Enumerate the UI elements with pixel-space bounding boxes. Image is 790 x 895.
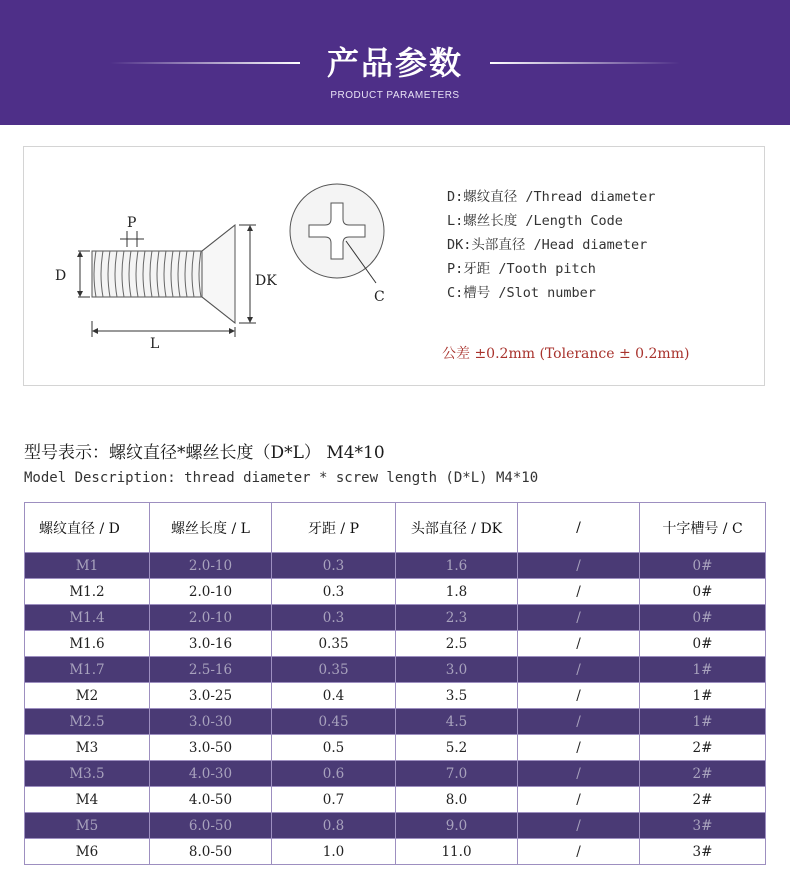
table-row (25, 709, 766, 735)
model-description-en: Model Description: thread diameter * screw length (D*L) M4*10 (24, 470, 539, 486)
table-cell: 2.5 (396, 631, 518, 657)
label-c: C (374, 289, 385, 305)
table-cell: 4.0-50 (150, 787, 272, 813)
page-subtitle: PRODUCT PARAMETERS (330, 90, 460, 101)
label-l: L (150, 336, 160, 352)
table-row (25, 579, 766, 605)
table-cell: 0.3 (272, 605, 396, 631)
table-cell: 0.7 (272, 787, 396, 813)
label-dk: DK (255, 273, 277, 289)
table-cell: 4.5 (396, 709, 518, 735)
table-cell: M5 (25, 813, 150, 839)
table-cell: 7.0 (396, 761, 518, 787)
table-row (25, 553, 766, 579)
col-header-slot-number: 十字槽号 / C (640, 503, 766, 553)
table-cell: 8.0 (396, 787, 518, 813)
tolerance-note: 公差 ±0.2mm (Tolerance ± 0.2mm) (442, 346, 690, 362)
table-cell: 4.0-30 (150, 761, 272, 787)
table-cell: M1 (25, 553, 150, 579)
table-row (25, 813, 766, 839)
table-cell: / (518, 579, 640, 605)
spec-table (24, 502, 766, 865)
col-header-screw-length: 螺丝长度 / L (150, 503, 272, 553)
table-cell: 2.0-10 (150, 553, 272, 579)
table-header-row (25, 503, 766, 553)
table-cell: 3.5 (396, 683, 518, 709)
table-cell: 0.5 (272, 735, 396, 761)
table-cell: 0.35 (272, 631, 396, 657)
table-cell: 3# (640, 839, 766, 865)
table-cell: / (518, 657, 640, 683)
table-cell: 0# (640, 553, 766, 579)
table-cell: / (518, 839, 640, 865)
header-banner (0, 0, 790, 125)
table-cell: M1.2 (25, 579, 150, 605)
table-row (25, 761, 766, 787)
table-cell: / (518, 553, 640, 579)
table-cell: 0.45 (272, 709, 396, 735)
table-cell: 1# (640, 683, 766, 709)
table-cell: / (518, 605, 640, 631)
table-cell: 11.0 (396, 839, 518, 865)
table-cell: / (518, 735, 640, 761)
label-p: P (127, 215, 137, 231)
table-cell: M1.4 (25, 605, 150, 631)
legend-item-p: P:牙距 /Tooth pitch (447, 261, 596, 277)
table-cell: 6.0-50 (150, 813, 272, 839)
table-cell: M3.5 (25, 761, 150, 787)
table-cell: 3# (640, 813, 766, 839)
table-row (25, 605, 766, 631)
table-cell: 2# (640, 787, 766, 813)
table-cell: 1.0 (272, 839, 396, 865)
length-dimension-icon (92, 321, 235, 337)
table-cell: / (518, 709, 640, 735)
legend-item-d: D:螺纹直径 /Thread diameter (447, 189, 656, 205)
table-row (25, 631, 766, 657)
screw-diagram-panel (23, 146, 765, 386)
table-cell: M2 (25, 683, 150, 709)
col-header-pitch: 牙距 / P (272, 503, 396, 553)
table-cell: 8.0-50 (150, 839, 272, 865)
legend-item-c: C:槽号 /Slot number (447, 285, 596, 301)
table-cell: 3.0-25 (150, 683, 272, 709)
table-cell: 0.4 (272, 683, 396, 709)
col-header-slash: / (518, 503, 640, 553)
col-header-thread-diameter: 螺纹直径 / D (25, 503, 150, 553)
table-row (25, 839, 766, 865)
table-cell: 0# (640, 631, 766, 657)
table-cell: 3.0-30 (150, 709, 272, 735)
table-cell: 1.6 (396, 553, 518, 579)
table-cell: M2.5 (25, 709, 150, 735)
table-cell: M1.7 (25, 657, 150, 683)
table-body (25, 553, 766, 865)
table-row (25, 683, 766, 709)
diagram-legend (447, 185, 655, 305)
table-row (25, 735, 766, 761)
table-row (25, 787, 766, 813)
table-cell: M3 (25, 735, 150, 761)
table-cell: 0.3 (272, 553, 396, 579)
model-description-cn: 型号表示：螺纹直径*螺丝长度（D*L） M4*10 (24, 443, 385, 463)
screw-side-view-icon (92, 225, 235, 323)
table-cell: 0.6 (272, 761, 396, 787)
table-cell: / (518, 683, 640, 709)
table-cell: / (518, 631, 640, 657)
table-cell: 3.0-16 (150, 631, 272, 657)
table-cell: 0# (640, 605, 766, 631)
table-cell: 2# (640, 735, 766, 761)
table-cell: 2.3 (396, 605, 518, 631)
label-d: D (55, 268, 67, 284)
table-cell: 1.8 (396, 579, 518, 605)
table-cell: / (518, 787, 640, 813)
phillips-head-top-view-icon (290, 184, 384, 283)
table-cell: 1# (640, 657, 766, 683)
table-cell: 3.0 (396, 657, 518, 683)
table-cell: M1.6 (25, 631, 150, 657)
table-cell: M4 (25, 787, 150, 813)
table-row (25, 657, 766, 683)
legend-item-l: L:螺丝长度 /Length Code (447, 213, 623, 229)
table-cell: 2.5-16 (150, 657, 272, 683)
diameter-dimension-icon (78, 251, 90, 297)
banner-divider-right (490, 62, 680, 64)
table-cell: 1# (640, 709, 766, 735)
table-cell: 0.8 (272, 813, 396, 839)
table-cell: 2.0-10 (150, 579, 272, 605)
page-title: 产品参数 (326, 44, 463, 82)
table-cell: / (518, 813, 640, 839)
table-cell: 3.0-50 (150, 735, 272, 761)
col-header-head-diameter: 头部直径 / DK (396, 503, 518, 553)
table-cell: 2.0-10 (150, 605, 272, 631)
table-cell: 9.0 (396, 813, 518, 839)
table-cell: 2# (640, 761, 766, 787)
table-cell: 5.2 (396, 735, 518, 761)
legend-item-dk: DK:头部直径 /Head diameter (447, 237, 648, 253)
table-cell: 0.35 (272, 657, 396, 683)
table-cell: 0.3 (272, 579, 396, 605)
pitch-dimension-icon (120, 231, 144, 247)
table-cell: 0# (640, 579, 766, 605)
head-diameter-dimension-icon (239, 225, 256, 323)
table-cell: / (518, 761, 640, 787)
table-cell: M6 (25, 839, 150, 865)
